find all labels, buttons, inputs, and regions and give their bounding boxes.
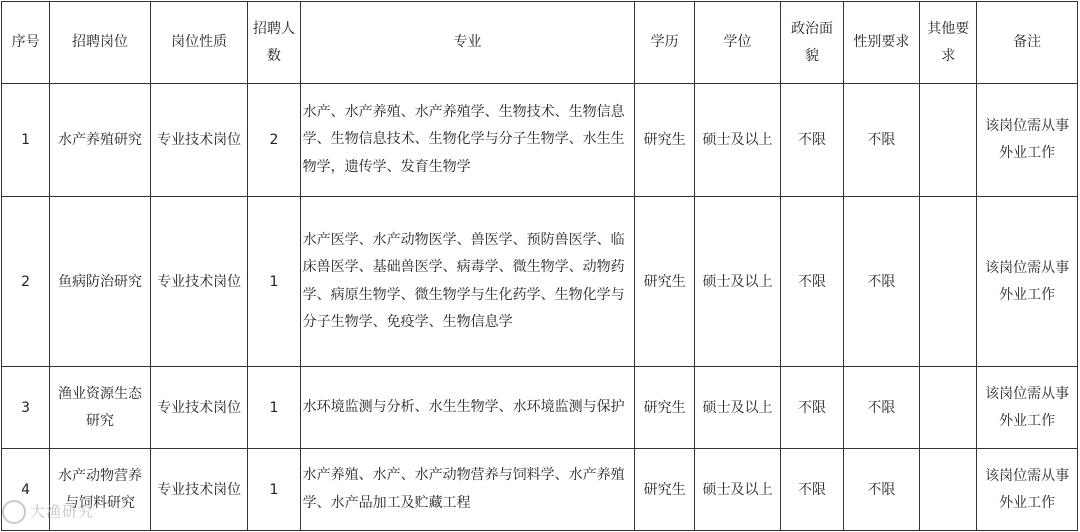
header-row [2, 2, 1078, 84]
cell-education: 研究生 [635, 449, 694, 531]
recruitment-table [1, 1, 1078, 531]
cell-other [920, 84, 977, 197]
cell-other [920, 367, 977, 449]
cell-political: 不限 [781, 197, 843, 367]
watermark-text: 大渔研究 [30, 502, 95, 521]
cell-nature: 专业技术岗位 [150, 84, 248, 197]
cell-political: 不限 [781, 449, 843, 531]
cell-post: 渔业资源生态研究 [50, 367, 151, 449]
header-cell-political: 政治面貌 [781, 2, 843, 84]
cell-other [920, 197, 977, 367]
table-row [2, 84, 1078, 197]
cell-degree: 硕士及以上 [694, 449, 780, 531]
table-row [2, 197, 1078, 367]
header-cell-gender: 性别要求 [843, 2, 919, 84]
header-cell-major: 专业 [300, 2, 635, 84]
cell-education: 研究生 [635, 84, 694, 197]
cell-major: 水环境监测与分析、水生生物学、水环境监测与保护 [300, 367, 635, 449]
cell-note: 该岗位需从事外业工作 [977, 84, 1078, 197]
cell-post: 水产动物营养与饲料研究 [50, 449, 151, 531]
header-cell-post: 招聘岗位 [50, 2, 151, 84]
cell-post: 鱼病防治研究 [50, 197, 151, 367]
cell-other [920, 449, 977, 531]
table-row [2, 449, 1078, 531]
cell-gender: 不限 [843, 449, 919, 531]
cell-nature: 专业技术岗位 [150, 197, 248, 367]
header-cell-nature: 岗位性质 [150, 2, 248, 84]
cell-post: 水产养殖研究 [50, 84, 151, 197]
cell-count: 1 [248, 449, 300, 531]
cell-major: 水产医学、水产动物医学、兽医学、预防兽医学、临床兽医学、基础兽医学、病毒学、微生物学、动物药学、病原生物学、微生物学与生化药学、生物化学与分子生物学、免疫学、生物信息学 [300, 197, 635, 367]
header-cell-count: 招聘人数 [248, 2, 300, 84]
cell-degree: 硕士及以上 [694, 197, 780, 367]
cell-political: 不限 [781, 84, 843, 197]
cell-education: 研究生 [635, 367, 694, 449]
cell-note: 该岗位需从事外业工作 [977, 367, 1078, 449]
table-row [2, 367, 1078, 449]
cell-gender: 不限 [843, 197, 919, 367]
header-cell-no: 序号 [2, 2, 50, 84]
cell-degree: 硕士及以上 [694, 84, 780, 197]
cell-no: 1 [2, 84, 50, 197]
cell-nature: 专业技术岗位 [150, 367, 248, 449]
cell-count: 1 [248, 367, 300, 449]
cell-no: 4 [2, 449, 50, 531]
cell-degree: 硕士及以上 [694, 367, 780, 449]
cell-note: 该岗位需从事外业工作 [977, 449, 1078, 531]
header-cell-education: 学历 [635, 2, 694, 84]
cell-count: 1 [248, 197, 300, 367]
cell-education: 研究生 [635, 197, 694, 367]
header-cell-other: 其他要求 [920, 2, 977, 84]
cell-nature: 专业技术岗位 [150, 449, 248, 531]
cell-no: 3 [2, 367, 50, 449]
header-cell-note: 备注 [977, 2, 1078, 84]
cell-major: 水产、水产养殖、水产养殖学、生物技术、生物信息学、生物信息技术、生物化学与分子生物学、水生生物学，遗传学、发育生物学 [300, 84, 635, 197]
cell-no: 2 [2, 197, 50, 367]
cell-political: 不限 [781, 367, 843, 449]
cell-major: 水产养殖、水产、水产动物营养与饲料学、水产养殖学、水产品加工及贮藏工程 [300, 449, 635, 531]
cell-count: 2 [248, 84, 300, 197]
cell-gender: 不限 [843, 367, 919, 449]
header-cell-degree: 学位 [694, 2, 780, 84]
cell-note: 该岗位需从事外业工作 [977, 197, 1078, 367]
cell-gender: 不限 [843, 84, 919, 197]
